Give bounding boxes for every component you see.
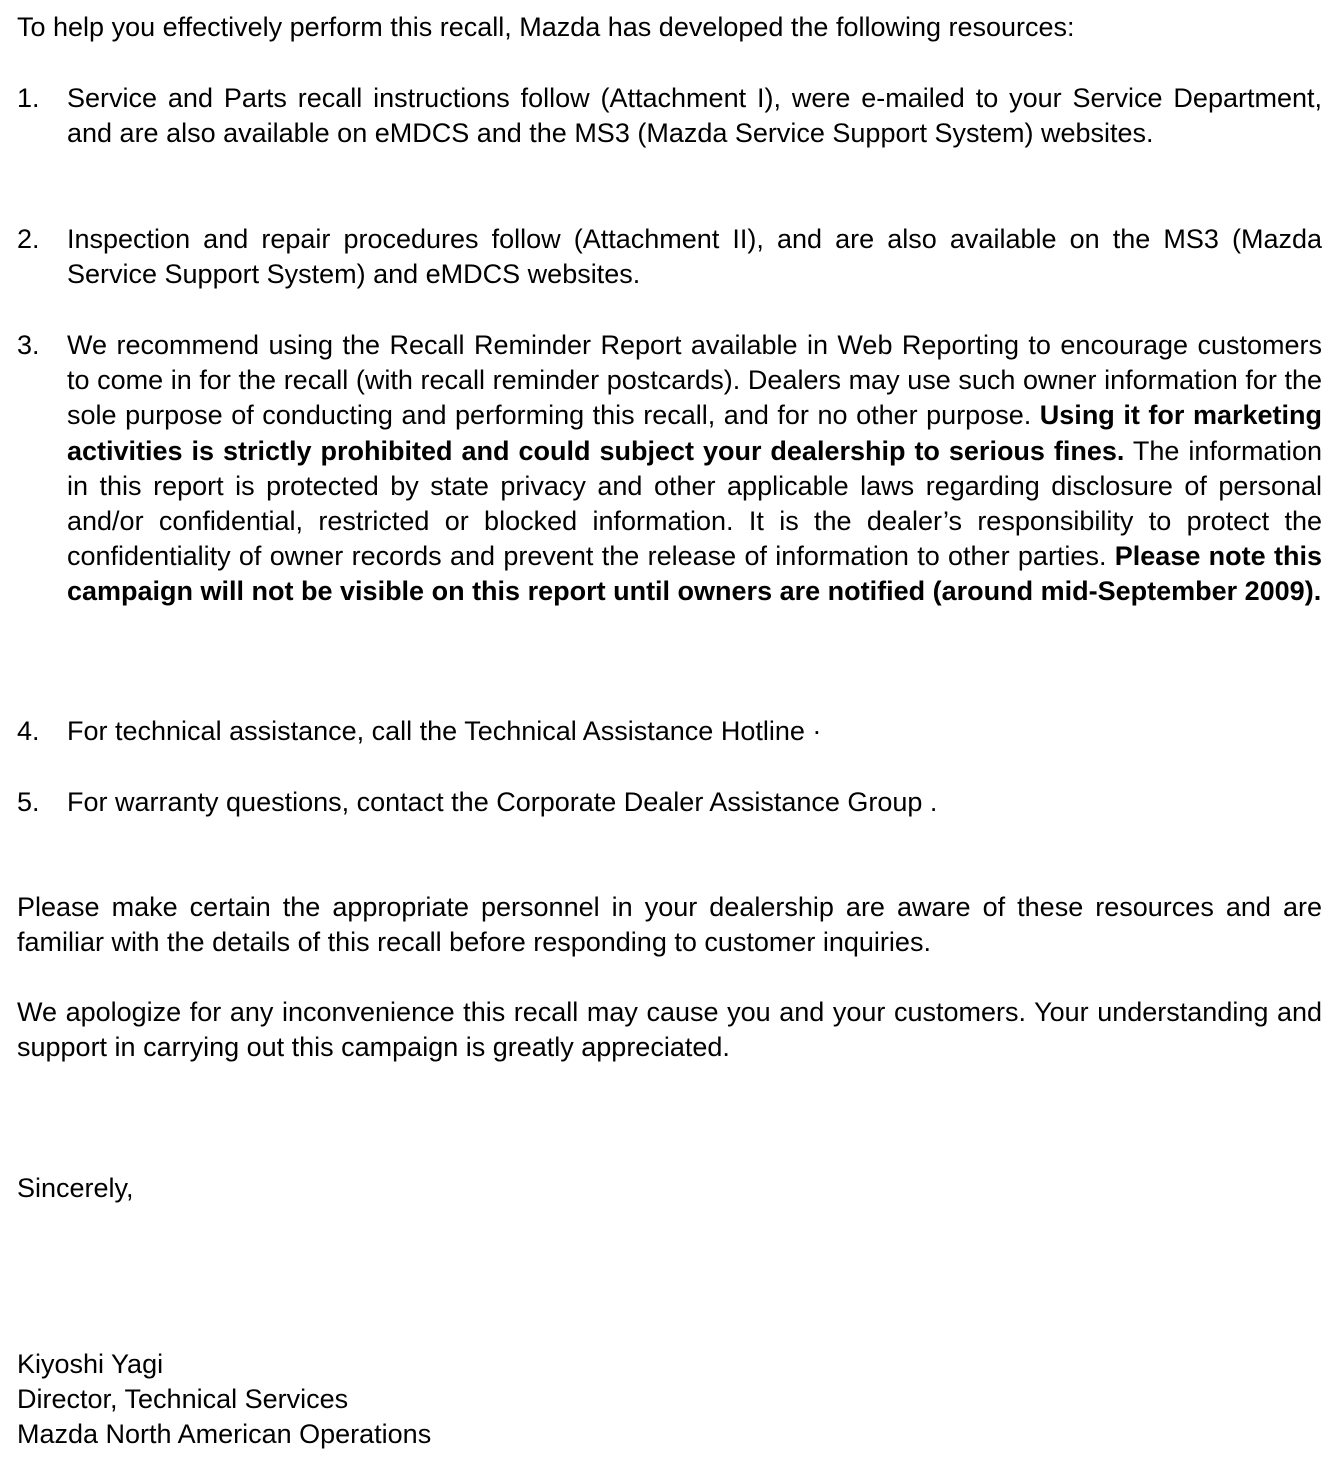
resource-item-1	[17, 81, 1322, 151]
signatory-organization: Mazda North American Operations	[17, 1419, 432, 1449]
item-number: 5.	[17, 787, 40, 817]
item-text: Inspection and repair procedures follow (Attachment II), and are also available on the MS3 (Mazda Service Support System) and eMDCS websites.	[67, 224, 1322, 290]
resource-item-3	[17, 328, 1322, 610]
closing-paragraph-2: We apologize for any inconvenience this recall may cause you and your customers. Your understanding and support in carrying out this campaign is greatly appreciated.	[17, 997, 1322, 1063]
note-bold-text: Please note this campaign will not be visible on this report until owners are notified (around mid-September 2009).	[67, 541, 1322, 607]
item-text-part: The information in this report is protected by state privacy and other applicable laws regarding disclosure of personal and/or confidential, restricted or blocked information. It is the dealer’s responsibility to protect the confidentiality of owner records and prevent the release of information to other parties.	[67, 435, 1322, 572]
warning-bold-text: Using it for marketing activities is strictly prohibited and could subject your dealership to serious fines.	[67, 400, 1322, 466]
item-text-part: We recommend using the Recall Reminder Report available in Web Reporting to encourage customers to come in for the recall (with recall reminder postcards). Dealers may use such owner information for the sole purpose of conducting and performing this recall, and for no other purpose.	[67, 330, 1322, 431]
item-text: Service and Parts recall instructions follow (Attachment I), were e-mailed to your Service Department, and are also available on eMDCS and the MS3 (Mazda Service Support System) websites.	[67, 83, 1322, 149]
item-number: 2.	[17, 224, 40, 254]
resource-item-2	[17, 222, 1322, 292]
resource-item-4	[17, 714, 1322, 749]
item-number: 4.	[17, 716, 40, 746]
intro-paragraph: To help you effectively perform this recall, Mazda has developed the following resources:	[17, 12, 1075, 42]
item-text: For warranty questions, contact the Corporate Dealer Assistance Group .	[67, 787, 938, 817]
item-number: 3.	[17, 330, 40, 360]
signatory-title: Director, Technical Services	[17, 1384, 349, 1414]
signatory-name: Kiyoshi Yagi	[17, 1349, 164, 1379]
resource-item-5	[17, 785, 1322, 820]
item-text	[67, 328, 1322, 610]
sign-off: Sincerely,	[17, 1173, 134, 1203]
item-text: For technical assistance, call the Technical Assistance Hotline ·	[67, 716, 822, 746]
item-number: 1.	[17, 83, 40, 113]
closing-paragraph-1: Please make certain the appropriate personnel in your dealership are aware of these resources and are familiar with the details of this recall before responding to customer inquiries.	[17, 892, 1322, 958]
